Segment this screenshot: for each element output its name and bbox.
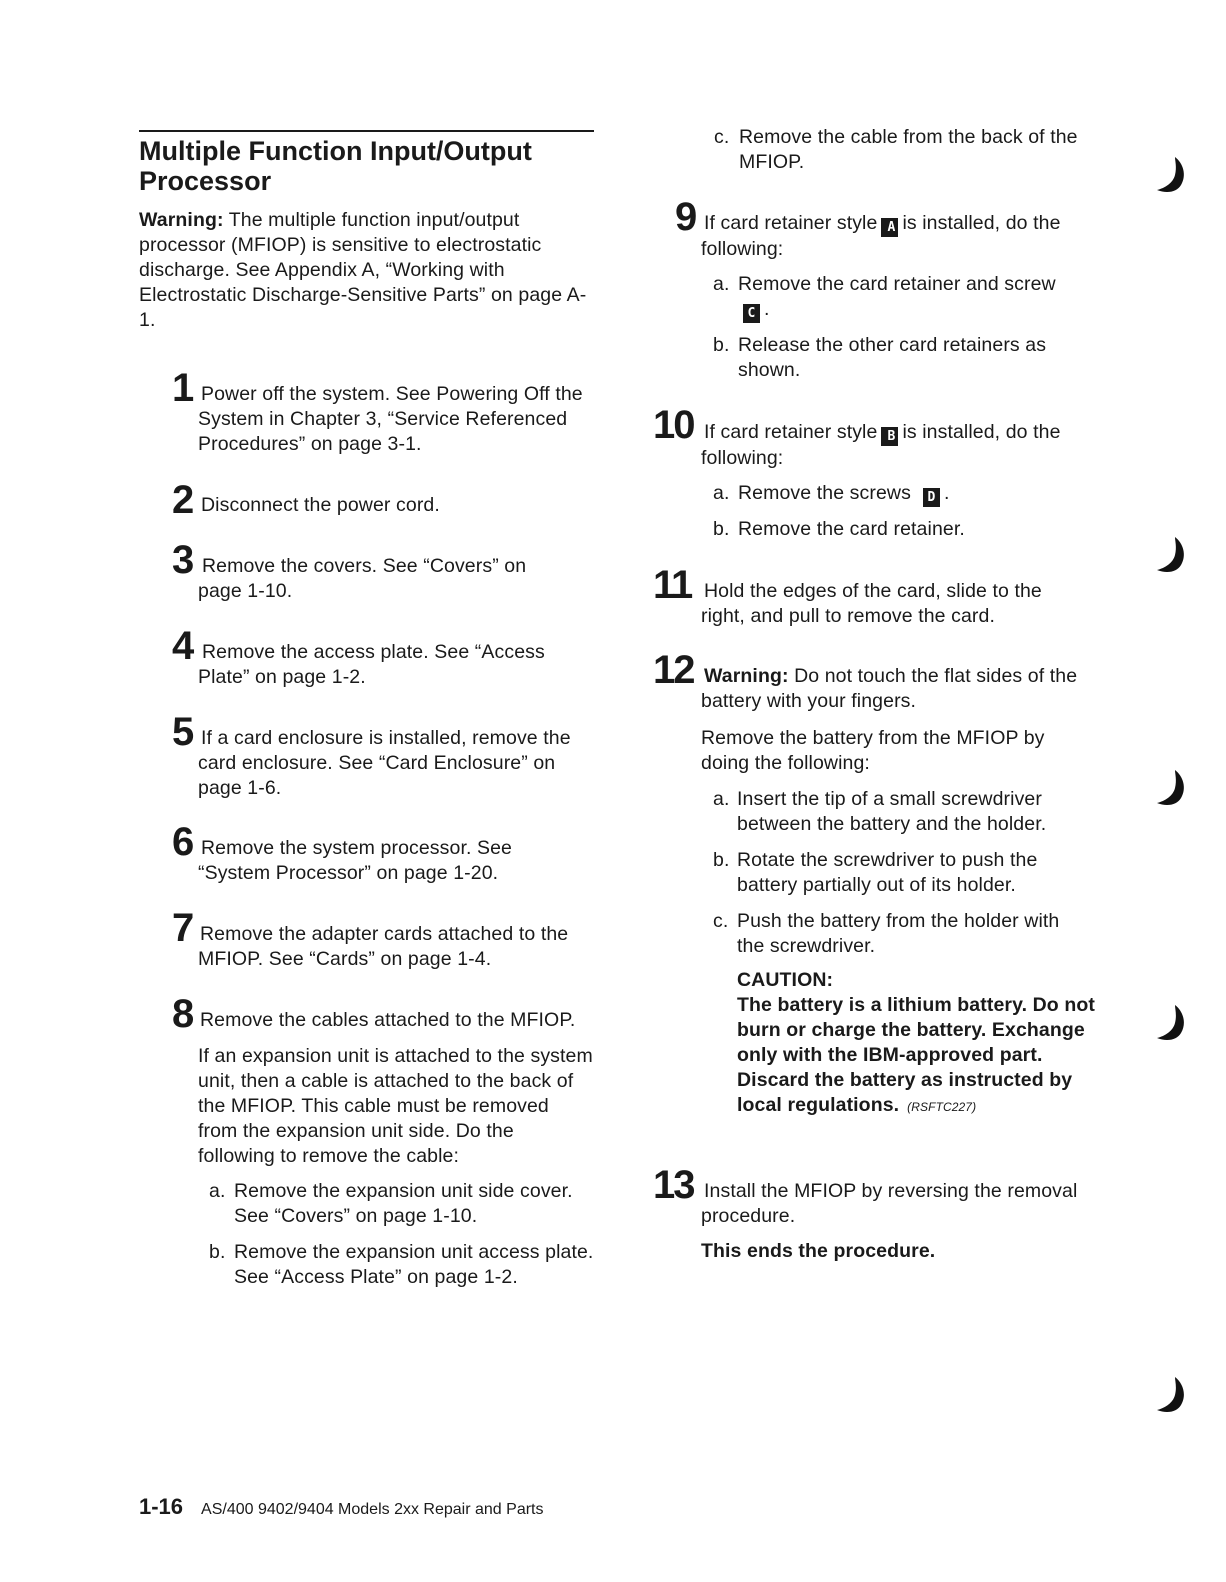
step-warning-text: Do not touch the flat sides of the battery with your fingers. — [701, 665, 1078, 712]
sub-text: Remove the cable from the back of the MFIOP. — [739, 126, 1078, 173]
title-rule — [139, 130, 594, 132]
step-number: 13 — [653, 1163, 694, 1207]
binder-mark-icon — [1153, 535, 1189, 575]
binder-mark-icon — [1153, 1375, 1189, 1415]
step-number: 1 — [172, 366, 195, 410]
step-number: 2 — [172, 478, 195, 522]
step-number: 6 — [172, 820, 195, 864]
sub-text: Push the battery from the holder with the screwdriver. — [737, 910, 1060, 957]
page-number: 1-16 — [139, 1494, 184, 1519]
sub-label: c. — [713, 910, 729, 932]
step-text — [701, 664, 1096, 714]
callout-a-icon: A — [881, 218, 898, 237]
sub-text: Remove the card retainer and screw C . — [738, 273, 1056, 321]
step-text: Power off the system. See Powering Off the System in Chapter 3, “Service Referenced Procedures” on page 3-1. — [198, 383, 583, 455]
sub-text: Remove the screws D . — [738, 482, 950, 505]
sub-text: Release the other card retainers as shown. — [738, 334, 1047, 381]
sub-label: a. — [713, 482, 730, 504]
caution-notice — [737, 968, 1097, 1120]
sub-label: b. — [209, 1241, 226, 1263]
step-text: Remove the system processor. See “System Processor” on page 1-20. — [198, 837, 513, 884]
callout-d-icon: D — [923, 488, 940, 507]
step-number: 12 — [653, 648, 694, 692]
sub-text-body: Remove the card retainer and screw — [738, 273, 1056, 295]
sub-label: a. — [209, 1180, 226, 1202]
sub-text: Insert the tip of a small screwdriver between the battery and the holder. — [737, 788, 1047, 835]
caution-label: CAUTION: — [737, 969, 834, 991]
step-text: Disconnect the power cord. — [201, 494, 440, 516]
sub-label: a. — [713, 273, 730, 295]
binder-mark-icon — [1153, 1003, 1189, 1043]
sub-text: Rotate the screwdriver to push the battery partially out of its holder. — [737, 849, 1038, 896]
footer-title: AS/400 9402/9404 Models 2xx Repair and Parts — [201, 1501, 544, 1518]
step-number: 10 — [653, 403, 694, 447]
callout-b-icon: B — [881, 427, 898, 446]
caution-code: (RSFTC227) — [907, 1100, 977, 1114]
sub-text-body: Remove the screws — [738, 482, 911, 504]
step-paragraph: If an expansion unit is attached to the system unit, then a cable is attached to the back of the MFIOP. This cable must be removed from the expansion unit side. Do the following to remove the cable: — [198, 1045, 593, 1167]
sub-label: b. — [713, 518, 730, 540]
sub-label: b. — [713, 334, 730, 356]
sub-text: Remove the expansion unit access plate. See “Access Plate” on page 1-2. — [234, 1241, 594, 1288]
warning-text: The multiple function input/output processor (MFIOP) is sensitive to electrostatic discharge. See Appendix A, “Working with Electrostatic Discharge-Sensitive Parts” on page A-1. — [139, 209, 587, 331]
step-text: Install the MFIOP by reversing the removal procedure. — [701, 1180, 1078, 1227]
sub-label: c. — [714, 126, 730, 148]
step-text-after: is installed, do the following: — [701, 212, 1061, 260]
caution-text: The battery is a lithium battery. Do not burn or charge the battery. Exchange only with the IBM-approved part. Discard the battery as instructed by local regulations. — [737, 994, 1095, 1116]
callout-c-icon: C — [743, 304, 760, 323]
step-number: 11 — [653, 563, 692, 607]
step-text: Remove the adapter cards attached to the MFIOP. See “Cards” on page 1-4. — [198, 923, 569, 970]
binder-mark-icon — [1153, 155, 1189, 195]
section-title: Multiple Function Input/Output Processor — [139, 136, 532, 196]
sub-text: Remove the expansion unit side cover. See “Covers” on page 1-10. — [234, 1180, 573, 1227]
step-number: 3 — [172, 538, 195, 582]
step-number: 8 — [172, 992, 195, 1036]
end-of-procedure: This ends the procedure. — [701, 1240, 936, 1262]
step-number: 9 — [675, 195, 698, 239]
step-text-after: is installed, do the following: — [701, 421, 1061, 469]
step-text: Hold the edges of the card, slide to the right, and pull to remove the card. — [701, 580, 1042, 627]
step-text: If a card enclosure is installed, remove the card enclosure. See “Card Enclosure” on page 1-6. — [198, 727, 571, 799]
step-number: 7 — [172, 906, 195, 950]
step-text: Remove the cables attached to the MFIOP. — [200, 1009, 576, 1031]
step-paragraph: Remove the battery from the MFIOP by doing the following: — [701, 727, 1045, 774]
sub-label: b. — [713, 849, 730, 871]
step-text-before: If card retainer style — [704, 212, 878, 234]
binder-mark-icon — [1153, 768, 1189, 808]
step-number: 5 — [172, 710, 195, 754]
step-text: Remove the access plate. See “Access Plate” on page 1-2. — [198, 641, 545, 688]
page-footer — [139, 1494, 543, 1520]
sub-text: Remove the card retainer. — [738, 518, 965, 540]
step-text: Remove the covers. See “Covers” on page 1-10. — [198, 555, 527, 602]
step-number: 4 — [172, 624, 195, 668]
step-text — [701, 420, 1096, 471]
sub-label: a. — [713, 788, 730, 810]
warning-label: Warning: — [139, 209, 224, 231]
step-text — [701, 211, 1096, 262]
warning-label: Warning: — [704, 665, 789, 687]
warning-paragraph — [139, 208, 599, 333]
step-text-before: If card retainer style — [704, 421, 878, 443]
